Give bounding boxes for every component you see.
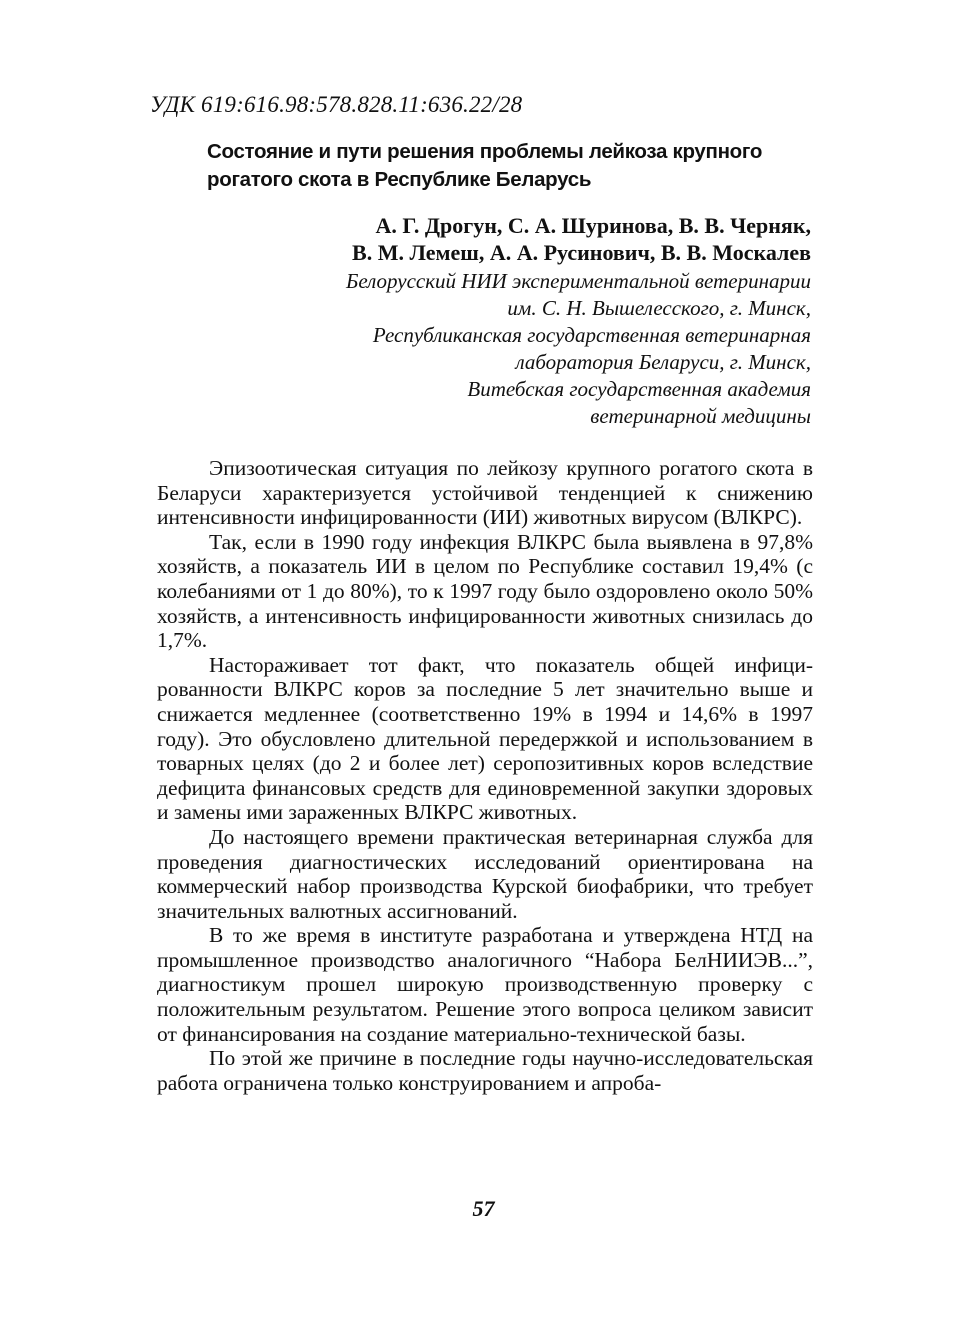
paragraph: По этой же причине в последние годы научно-исследовательская работа ограничена только конструированием и апроба-: [157, 1046, 813, 1095]
title-line: Состояние и пути решения проблемы лейкоза крупного: [207, 140, 763, 163]
author-line: В. М. Лемеш, А. А. Русинович, В. В. Москалев: [352, 240, 811, 265]
paragraph: Так, если в 1990 году инфекция ВЛКРС была выявлена в 97,8% хозяйств, а показатель ИИ в целом по Республике составил 19,4% (с колебаниями от 1 до 80%), то к 1997 году было оздоровлено около 50% хозяйств, а интенсивность инфицированности животных снизилась до 1,7%.: [157, 529, 813, 653]
affiliation-line: Республиканская государственная ветеринарная: [372, 323, 811, 347]
affiliation-line: лаборатория Беларуси, г. Минск,: [515, 350, 811, 374]
author-line: А. Г. Дрогун, С. А. Шуринова, В. В. Черняк,: [375, 213, 811, 238]
paragraph: Эпизоотическая ситуация по лейкозу крупного рогатого скота в Беларуси характеризуется устойчивой тенденцией к снижению интенсивности инфицированности (ИИ) животных вирусом (ВЛКРС).: [157, 456, 813, 530]
affiliation-line: Белорусский НИИ экспериментальной ветеринарии: [345, 269, 811, 293]
affiliation-line: ветеринарной медицины: [590, 404, 811, 428]
authors: [191, 212, 811, 266]
title-line: рогатого скота в Республике Беларусь: [207, 168, 592, 191]
affiliation-line: им. С. Н. Вышелесского, г. Минск,: [507, 296, 811, 320]
affiliation-line: Витебская государственная академия: [467, 377, 811, 401]
udk-code: УДК 619:616.98:578.828.11:636.22/28: [150, 92, 523, 117]
affiliations: [191, 268, 811, 430]
article-body: [157, 456, 813, 1095]
page-number: 57: [472, 1196, 495, 1221]
paragraph: Настораживает тот факт, что показатель общей инфицированности ВЛКРС коров за последние 5 лет значительно выше и снижается медленнее (соответственно 19% в 1994 и 14,6% в 1997 году). Это обусловлено длительной передержкой и использованием в товарных целях (до 2 и более лет) серопозитивных коров вследствие дефицита финансовых средств для единовременной закупки здоровых и замены ими зараженных ВЛКРС животных.: [157, 652, 813, 825]
paragraph: В то же время в институте разработана и утверждена НТД на промышленное производство аналогичного “Набора БелНИИЭВ...”, диагностикум прошел широкую производственную проверку с положительным результатом. Решение этого вопроса целиком зависит от финансирования на создание материально-технической базы.: [157, 923, 813, 1046]
article-title: [207, 138, 847, 194]
paragraph: До настоящего времени практическая ветеринарная служба для проведения диагностических исследований ориентирована на коммерческий набор производства Курской биофабрики, что требует значительных валютных ассигнований.: [157, 824, 813, 923]
